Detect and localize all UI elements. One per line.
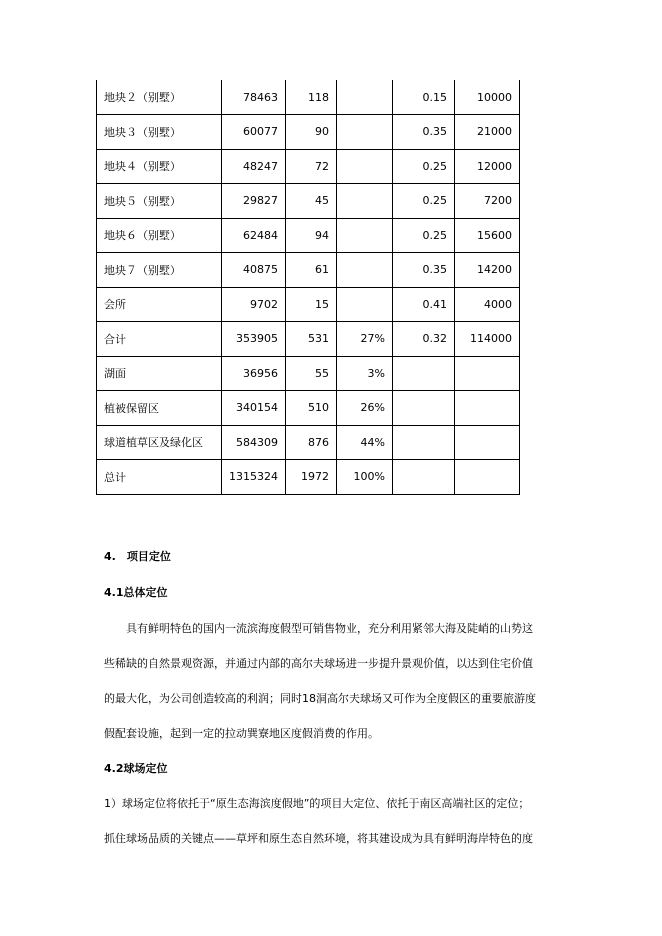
mu-cell: 72 [286,149,337,184]
row-name: 合计 [97,322,222,357]
building-area-cell: 10000 [455,80,520,115]
mu-cell: 531 [286,322,337,357]
area-cell: 36956 [222,356,286,391]
building-area-cell: 7200 [455,184,520,219]
far-cell: 0.25 [393,184,455,219]
table-row [97,184,520,219]
mu-cell: 61 [286,253,337,288]
mu-cell: 1972 [286,460,337,495]
mu-cell: 510 [286,391,337,426]
paragraph-line: 1）球场定位将依托于“原生态海滨度假地”的项目大定位、依托于南区高端社区的定位； [104,797,530,810]
mu-cell: 90 [286,115,337,150]
percent-cell: 26% [337,391,393,426]
percent-cell [337,287,393,322]
mu-cell: 55 [286,356,337,391]
far-cell: 0.35 [393,115,455,150]
building-area-cell [455,356,520,391]
percent-cell [337,115,393,150]
row-name: 会所 [97,287,222,322]
paragraph-line: 抓住球场品质的关键点——草坪和原生态自然环境，将其建设成为具有鲜明海岸特色的度 [104,832,533,845]
area-cell: 60077 [222,115,286,150]
paragraph-line: 些稀缺的自然景观资源，并通过内部的高尔夫球场进一步提升景观价值，以达到住宅价值 [104,657,533,670]
building-area-cell [455,460,520,495]
far-cell [393,425,455,460]
percent-cell [337,149,393,184]
percent-cell: 44% [337,425,393,460]
building-area-cell [455,391,520,426]
table-row [97,356,520,391]
table-row [97,149,520,184]
area-cell: 1315324 [222,460,286,495]
far-cell [393,460,455,495]
far-cell: 0.32 [393,322,455,357]
area-cell: 78463 [222,80,286,115]
row-name: 地块３（别墅） [97,115,222,150]
far-cell [393,356,455,391]
table-row [97,287,520,322]
area-cell: 340154 [222,391,286,426]
area-cell: 40875 [222,253,286,288]
land-use-table [96,80,520,495]
building-area-cell: 12000 [455,149,520,184]
table-row [97,218,520,253]
paragraph-line: 假配套设施，起到一定的拉动巽寮地区度假消费的作用。 [104,727,379,740]
percent-cell [337,184,393,219]
row-name: 总计 [97,460,222,495]
percent-cell: 3% [337,356,393,391]
row-name: 地块６（别墅） [97,218,222,253]
mu-cell: 118 [286,80,337,115]
far-cell: 0.35 [393,253,455,288]
mu-cell: 45 [286,184,337,219]
area-cell: 584309 [222,425,286,460]
row-name: 地块２（别墅） [97,80,222,115]
table-row [97,80,520,115]
far-cell: 0.41 [393,287,455,322]
building-area-cell [455,425,520,460]
building-area-cell: 14200 [455,253,520,288]
building-area-cell: 15600 [455,218,520,253]
percent-cell: 27% [337,322,393,357]
table-row [97,253,520,288]
building-area-cell: 21000 [455,115,520,150]
mu-cell: 876 [286,425,337,460]
table-row [97,391,520,426]
paragraph-line: 具有鲜明特色的国内一流滨海度假型可销售物业，充分利用紧邻大海及陡峭的山势这 [104,622,533,635]
row-name: 植被保留区 [97,391,222,426]
area-cell: 29827 [222,184,286,219]
table-row [97,460,520,495]
area-cell: 48247 [222,149,286,184]
table-row [97,115,520,150]
row-name: 地块４（别墅） [97,149,222,184]
paragraph-line: 的最大化，为公司创造较高的利润；同时18洞高尔夫球场又可作为全度假区的重要旅游度 [104,692,536,705]
row-name: 地块７（别墅） [97,253,222,288]
area-cell: 62484 [222,218,286,253]
section-heading: 4. 项目定位 [104,550,171,563]
area-cell: 9702 [222,287,286,322]
far-cell: 0.15 [393,80,455,115]
percent-cell [337,253,393,288]
building-area-cell: 4000 [455,287,520,322]
area-cell: 353905 [222,322,286,357]
row-name: 球道植草区及绿化区 [97,425,222,460]
table-row [97,425,520,460]
subsection-heading-overall: 4.1总体定位 [104,586,168,599]
building-area-cell: 114000 [455,322,520,357]
percent-cell: 100% [337,460,393,495]
far-cell: 0.25 [393,218,455,253]
far-cell: 0.25 [393,149,455,184]
percent-cell [337,80,393,115]
row-name: 地块５（别墅） [97,184,222,219]
far-cell [393,391,455,426]
mu-cell: 15 [286,287,337,322]
mu-cell: 94 [286,218,337,253]
row-name: 湖面 [97,356,222,391]
subsection-heading-course: 4.2球场定位 [104,762,168,775]
table-row [97,322,520,357]
percent-cell [337,218,393,253]
